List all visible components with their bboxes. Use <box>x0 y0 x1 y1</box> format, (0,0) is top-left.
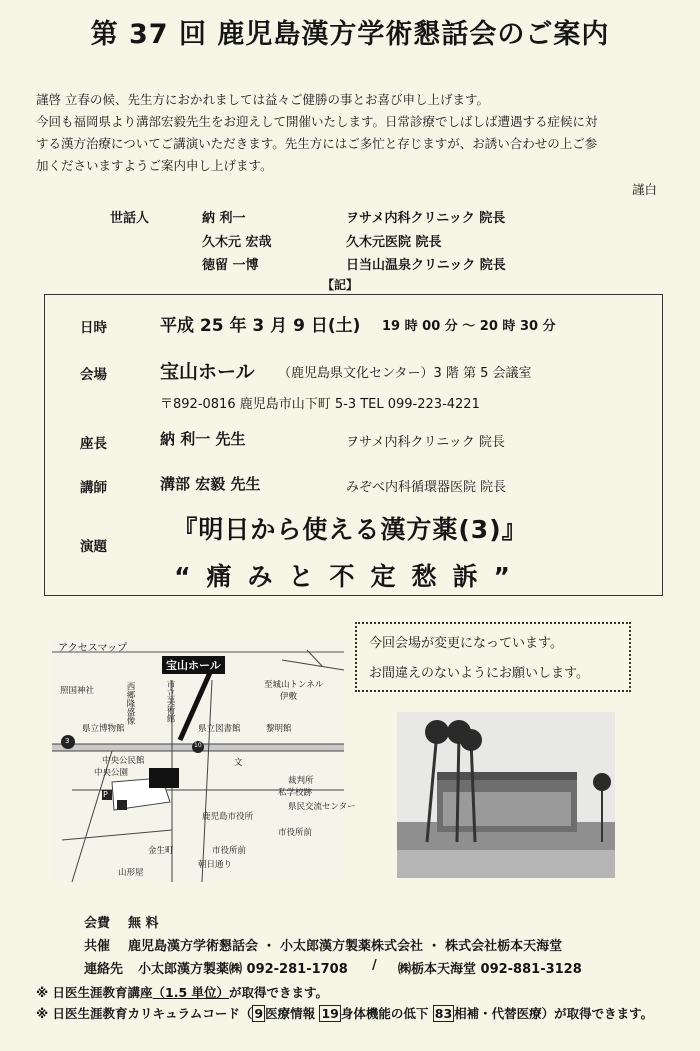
organizer-name: 納 利一 <box>202 211 246 226</box>
access-map <box>52 640 356 882</box>
map-label-koen: 中央公園 <box>94 768 129 778</box>
event-date: 平成 25 年 3 月 9 日(土) <box>160 316 361 336</box>
venue-name: 宝山ホール <box>160 361 255 383</box>
cosponsor-value: 鹿児島漢方学術懇話会 ・ 小太郎漢方製薬株式会社 ・ 株式会社栃本天海堂 <box>128 939 563 954</box>
route-10-icon: 10 <box>194 742 202 749</box>
school-icon: 文 <box>234 758 243 768</box>
organizer-affiliation: 日当山温泉クリニック 院長 <box>346 258 506 273</box>
ki-heading: 【記】 <box>322 278 359 292</box>
chair-name: 納 利一 先生 <box>160 430 246 448</box>
note-credit-suffix: が取得できます。 <box>229 985 329 1000</box>
map-header: アクセスマップ <box>58 643 128 654</box>
page-title: 第 37 回 鹿児島漢方学術懇話会のご案内 <box>90 19 610 50</box>
cosponsor-label: 共催 <box>84 939 111 954</box>
curriculum-code-badge: 19 <box>321 1006 339 1021</box>
map-label-saigo: 西郷隆盛像 <box>125 682 135 725</box>
map-label-asahi: 朝日通り <box>198 860 233 870</box>
venue-label: 会場 <box>80 367 107 383</box>
organizers-label: 世話人 <box>110 211 150 226</box>
chair-label: 座長 <box>80 436 107 452</box>
venue-tag: 宝山ホール <box>162 656 225 674</box>
map-label-kenmin: 県民交流センター <box>288 802 356 812</box>
curriculum-code-label: 相補・代替医療 <box>454 1006 542 1021</box>
speaker-label: 講師 <box>80 480 107 496</box>
map-label-court: 裁判所 <box>288 776 314 786</box>
intro-line-2: 今回も福岡県より溝部宏毅先生をお迎えして開催いたします。日常診療でしばしば遭遇する症候に対 <box>36 114 598 129</box>
lecture-title: 『明日から使える漢方薬(3)』 <box>172 515 528 544</box>
curriculum-code-label: 身体機能の低下 <box>340 1006 429 1021</box>
map-label-cityhall: 鹿児島市役所 <box>202 812 254 822</box>
fee-label: 会費 <box>84 916 111 931</box>
date-label: 日時 <box>80 320 107 336</box>
note-curriculum-codes <box>36 1004 653 1022</box>
contact-label: 連絡先 <box>84 962 124 977</box>
event-time: 19 時 00 分 ～ 20 時 30 分 <box>382 319 556 334</box>
map-label-yamakataya: 山形屋 <box>118 868 144 878</box>
fee-value: 無 料 <box>128 916 159 931</box>
organizer-affiliation: ヲサメ内科クリニック 院長 <box>346 211 506 226</box>
notice-line-2: お間違えのないようにお願いします。 <box>369 666 589 681</box>
venue-address: 〒892-0816 鹿児島市山下町 5-3 TEL 099-223-4221 <box>160 397 480 412</box>
note-code-prefix: ※ 日医生涯教育カリキュラムコード（ <box>36 1006 253 1021</box>
topic-label: 演題 <box>80 539 107 555</box>
note-credit-prefix: ※ 日医生涯教育講座 <box>36 985 153 1000</box>
map-label-museum: 県立博物館 <box>82 724 125 734</box>
chair-affiliation: ヲサメ内科クリニック 院長 <box>346 435 505 450</box>
map-label-kominkan: 中央公民館 <box>102 756 145 766</box>
note-code-suffix: ）が取得できます。 <box>541 1006 654 1021</box>
map-label-tunnel: 至城山トンネル <box>264 680 324 690</box>
note-credit-units <box>36 983 328 1001</box>
notice-line-1: 今回会場が変更になっています。 <box>369 636 563 651</box>
curriculum-code-badge: 83 <box>434 1006 453 1021</box>
parking-icon: P <box>103 790 108 799</box>
organizer-name: 徳留 一博 <box>202 258 259 273</box>
curriculum-code-label: 医療情報 <box>265 1006 316 1021</box>
venue-photo <box>397 712 615 878</box>
map-label-shrine: 照国神社 <box>60 686 95 696</box>
credit-units: （1.5 単位） <box>152 985 230 1000</box>
map-label-shiyakusho: 市役所前 <box>278 828 313 838</box>
contact-2: ㈱栃本天海堂 092-881-3128 <box>398 962 582 977</box>
intro-line-1: 謹啓 立春の候、先生方におかれましては益々ご健勝の事とお喜び申し上げます。 <box>36 92 489 107</box>
speaker-affiliation: みぞべ内科循環器医院 院長 <box>346 480 507 495</box>
notice-box <box>355 622 631 692</box>
curriculum-code-badge: 9 <box>254 1006 264 1021</box>
map-label-library: 県立図書館 <box>198 724 241 734</box>
speaker-name: 溝部 宏毅 先生 <box>160 475 261 493</box>
map-label-school: 私学校跡 <box>278 788 313 798</box>
map-label-ishiki: 伊敷 <box>280 692 298 702</box>
organizer-name: 久木元 宏哉 <box>202 235 272 250</box>
closing-word: 謹白 <box>632 182 658 197</box>
map-label-art: 市立美術館 <box>165 680 175 723</box>
lecture-subtitle: “痛みと不定愁訴” <box>174 562 526 591</box>
venue-detail: （鹿児島県文化センター）3 階 第 5 会議室 <box>278 366 532 381</box>
map-label-kinseicho: 金生町 <box>148 846 174 856</box>
intro-line-4: 加くださいますようご案内申し上げます。 <box>36 158 273 173</box>
organizer-affiliation: 久木元医院 院長 <box>346 235 442 250</box>
contact-1: 小太郎漢方製薬㈱ 092-281-1708 <box>138 962 348 977</box>
map-label-shiyakusho2: 市役所前 <box>212 846 247 856</box>
contact-separator: / <box>372 958 377 973</box>
map-label-reimeikan: 黎明館 <box>266 724 292 734</box>
intro-line-3: する漢方治療についてご講演いただきます。先生方にはご多忙と存じますが、お誘い合わせの上ご参 <box>36 136 598 151</box>
route-3-icon: 3 <box>65 737 70 745</box>
